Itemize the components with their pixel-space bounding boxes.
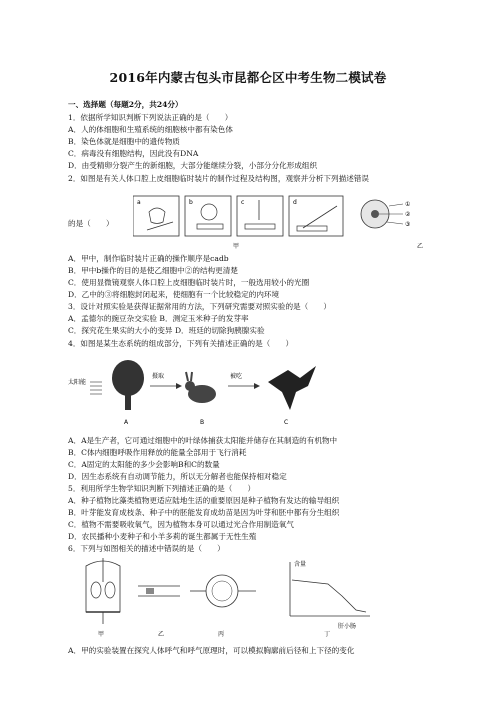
q2-step-d-panel bbox=[289, 196, 343, 236]
q5-option-b: B．叶芽能发育成枝条、种子中的胚能发育成幼苗是因为叶芽和胚中都有分生组织 bbox=[68, 508, 340, 517]
q5-option-a: A．种子植物比藻类植物更适应陆地生活的重要原因是种子植物有发达的输导组织 bbox=[68, 496, 340, 505]
q2-step-c-panel bbox=[237, 196, 283, 236]
rabbit-icon bbox=[185, 372, 216, 403]
q2-cell-diagram bbox=[361, 200, 423, 250]
q5-option-c: C．植物不需要吸收氧气，因为植物本身可以通过光合作用制造氧气 bbox=[68, 520, 295, 529]
q6-label-content: 含量 bbox=[294, 561, 307, 568]
q4-option-b: B．C体内细胞呼吸作用释放的能量全部用于飞行消耗 bbox=[68, 448, 247, 457]
q2-label-jia: 甲 bbox=[233, 243, 240, 250]
q4-arrow-2 bbox=[228, 383, 260, 389]
question-3-stem: 3．设计对照实验是获得证据常用的方法，下列研究需要对照实验的是（ ） bbox=[68, 302, 332, 311]
tree-icon bbox=[112, 360, 144, 410]
question-4-stem: 4．如图是某生态系统的组成部分，下列有关描述正确的是（ ） bbox=[68, 339, 294, 348]
q2-option-c: C．使用显微镜观察人体口腔上皮细胞临时装片时，一般选用较小的光圈 bbox=[68, 278, 310, 287]
q6-label-bing: 丙 bbox=[218, 631, 225, 638]
sun-rays-icon bbox=[90, 382, 102, 394]
q6-figure bbox=[80, 556, 400, 638]
q2-step-b-panel bbox=[185, 196, 231, 236]
q2-label-d: d bbox=[293, 199, 297, 206]
q6-option-a: A．甲的实验装置在探究人体呼气和呼气原理时，可以模拟胸廓前后径和上下径的变化 bbox=[68, 646, 355, 655]
q2-step-a-panel bbox=[133, 196, 179, 236]
q4-label-b: B bbox=[200, 419, 205, 426]
sphere-diagram bbox=[190, 575, 256, 638]
q1-option-d: D．由受精卵分裂产生的新细胞，大部分能继续分裂，小部分分化形成组织 bbox=[68, 161, 318, 170]
question-2-stem-cont: 的是（ ） bbox=[68, 219, 114, 228]
question-1-stem: 1．依据所学知识判断下列说法正确的是（ ） bbox=[68, 113, 233, 122]
content-line-graph bbox=[290, 560, 370, 638]
q4-option-c: C．A固定的太阳能的多少会影响B和C的数量 bbox=[68, 460, 220, 469]
q1-option-b: B．染色体就是细胞中的遗传物质 bbox=[68, 137, 180, 146]
q2-label-3: ③ bbox=[405, 221, 411, 228]
q6-label-axis: 肝小肠 bbox=[338, 623, 357, 630]
q2-label-2: ② bbox=[405, 211, 411, 218]
q4-arrow-1 bbox=[150, 383, 182, 389]
q4-label-sun: 太阳能 bbox=[68, 379, 87, 386]
question-6-stem: 6．下列与如图相关的描述中错误的是（ ） bbox=[68, 544, 225, 553]
q2-option-b: B．甲中b操作的目的是使乙细胞中②的结构更清楚 bbox=[68, 266, 238, 275]
eagle-icon bbox=[268, 366, 316, 410]
tube-diagram bbox=[138, 586, 180, 638]
q2-label-a: a bbox=[137, 199, 141, 206]
q3-option-ab: A．孟德尔的豌豆杂交实验 B．测定玉米种子的发芽率 bbox=[68, 314, 249, 323]
q2-option-a: A．甲中，制作临时装片正确的操作顺序是cadb bbox=[68, 254, 229, 263]
q6-label-yi: 乙 bbox=[158, 631, 165, 638]
q4-label-a: A bbox=[124, 419, 129, 426]
q4-label-c: C bbox=[284, 419, 289, 426]
q2-label-c: c bbox=[241, 199, 245, 206]
q2-figure bbox=[133, 192, 433, 254]
q4-label-ingest: 摄取 bbox=[152, 373, 165, 380]
q5-option-d: D．农民播种小麦种子和小羊多莉的诞生都属于无性生殖 bbox=[68, 532, 257, 541]
q2-label-b: b bbox=[189, 199, 193, 206]
q1-option-c: C．病毒没有细胞结构，因此没有DNA bbox=[68, 149, 199, 158]
q4-label-eaten: 被吃 bbox=[230, 373, 243, 380]
q1-option-a: A．人的体细胞和生殖系统的细胞核中都有染色体 bbox=[68, 125, 233, 134]
q6-label-jia: 甲 bbox=[98, 631, 105, 638]
q2-label-1: ① bbox=[405, 201, 411, 208]
page-title: 2016年内蒙古包头市昆都仑区中考生物二模试卷 bbox=[109, 70, 387, 85]
q2-label-yi: 乙 bbox=[417, 243, 424, 250]
section-heading: 一、选择题（每题2分，共24分） bbox=[68, 100, 183, 109]
bell-jar-apparatus bbox=[86, 558, 120, 638]
q4-food-chain-figure bbox=[68, 352, 368, 432]
q4-option-a: A．A是生产者，它可通过细胞中的叶绿体捕获太阳能并储存在其制造的有机物中 bbox=[68, 436, 338, 445]
q2-option-d: D．乙中的③将细胞封闭起来，使细胞有一个比较稳定的内环境 bbox=[68, 290, 280, 299]
q4-option-d: D．因生态系统有自动调节能力，所以无分解者也能保持相对稳定 bbox=[68, 472, 287, 481]
q6-label-ding: 丁 bbox=[324, 631, 331, 638]
question-2-stem: 2．如图是有关人体口腔上皮细胞临时装片的制作过程及结构图，观察并分析下列描述错误 bbox=[68, 174, 369, 183]
q3-option-cd: C．探究花生果实的大小的变异 D．班廷的切除狗胰腺实验 bbox=[68, 326, 265, 335]
question-5-stem: 5．利用所学生物学知识判断下列描述正确的是（ ） bbox=[68, 484, 256, 493]
